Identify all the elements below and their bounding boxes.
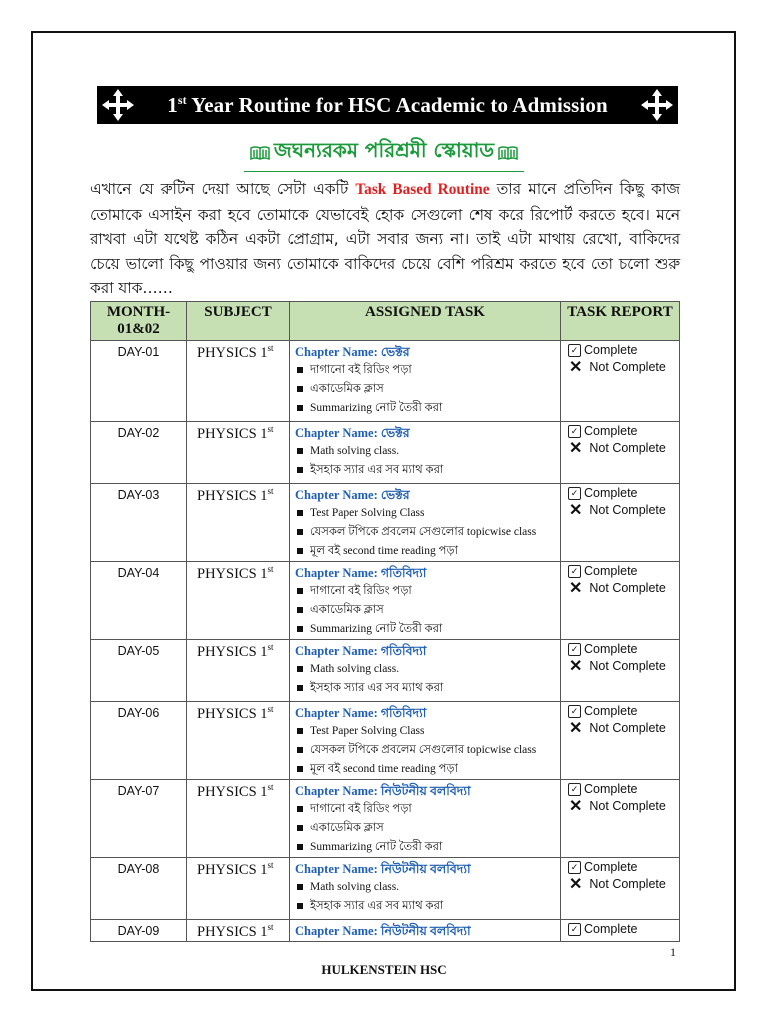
checkbox-icon[interactable]: ✓ [568, 643, 581, 656]
complete-option[interactable]: ✓ Complete [568, 703, 679, 720]
chapter-name: Chapter Name: ভেক্টর [295, 488, 410, 502]
not-complete-option[interactable]: ✕ Not Complete [569, 876, 666, 893]
task-cell [290, 341, 561, 422]
header-subject: SUBJECT [187, 302, 290, 341]
not-complete-option[interactable]: ✕ Not Complete [569, 658, 666, 675]
task-item: Summarizing নোট তৈরী করা [295, 620, 556, 639]
report-cell [561, 562, 680, 640]
task-item: Math solving class. [295, 660, 556, 679]
day-cell: DAY-02 [91, 422, 187, 484]
report-cell [561, 920, 680, 942]
subject-cell: PHYSICS 1st [187, 780, 290, 858]
task-item: Test Paper Solving Class [295, 722, 556, 741]
table-row [91, 422, 680, 484]
complete-option[interactable]: ✓ Complete [568, 781, 679, 798]
squad-subtitle: জঘন্যরকম পরিশ্রমী স্কোয়াড [0, 136, 768, 172]
subject-cell: PHYSICS 1st [187, 920, 290, 942]
not-complete-option[interactable]: ✕ Not Complete [569, 798, 666, 815]
complete-option[interactable]: ✓ Complete [568, 563, 679, 580]
report-cell [561, 858, 680, 920]
header-assigned-task: ASSIGNED TASK [290, 302, 561, 341]
task-cell [290, 640, 561, 702]
report-cell [561, 640, 680, 702]
table-row [91, 341, 680, 422]
task-item: ইসহাক স্যার এর সব ম্যাথ করা [295, 679, 556, 698]
table-row [91, 858, 680, 920]
table-row [91, 562, 680, 640]
task-item: একাডেমিক ক্লাস [295, 819, 556, 838]
day-cell: DAY-03 [91, 484, 187, 562]
chapter-name: Chapter Name: ভেক্টর [295, 345, 410, 359]
day-cell: DAY-06 [91, 702, 187, 780]
checkbox-icon[interactable]: ✓ [568, 705, 581, 718]
table-row [91, 640, 680, 702]
checkbox-icon[interactable]: ✓ [568, 344, 581, 357]
report-cell [561, 422, 680, 484]
task-item: Summarizing নোট তৈরী করা [295, 399, 556, 418]
not-complete-option[interactable]: ✕ Not Complete [569, 580, 666, 597]
not-complete-option[interactable]: ✕ Not Complete [569, 720, 666, 737]
task-item: একাডেমিক ক্লাস [295, 601, 556, 620]
checkbox-icon[interactable]: ✓ [568, 861, 581, 874]
subject-cell: PHYSICS 1st [187, 562, 290, 640]
complete-option[interactable]: ✓ Complete [568, 342, 679, 359]
complete-option[interactable]: ✓ Complete [568, 921, 679, 938]
book-icon [250, 145, 270, 161]
task-item: Test Paper Solving Class [295, 504, 556, 523]
cross-icon: ✕ [569, 440, 583, 457]
task-item: মূল বই second time reading পড়া [295, 542, 556, 561]
task-cell [290, 780, 561, 858]
task-item: মূল বই second time reading পড়া [295, 760, 556, 779]
task-cell [290, 858, 561, 920]
cross-icon: ✕ [569, 580, 583, 597]
subject-cell: PHYSICS 1st [187, 422, 290, 484]
cross-icon: ✕ [569, 502, 583, 519]
task-item: Math solving class. [295, 878, 556, 897]
task-cell [290, 702, 561, 780]
complete-option[interactable]: ✓ Complete [568, 859, 679, 876]
complete-option[interactable]: ✓ Complete [568, 423, 679, 440]
not-complete-option[interactable]: ✕ Not Complete [569, 359, 666, 376]
checkbox-icon[interactable]: ✓ [568, 783, 581, 796]
complete-option[interactable]: ✓ Complete [568, 485, 679, 502]
intro-paragraph: এখানে যে রুটিন দেয়া আছে সেটা একটি Task Based Routine তার মানে প্রতিদিন কিছু কাজ তোমাকে এসাইন করা হবে তোমাকে যেভাবেই হোক সেগুলো শেষ করে রিপোর্ট করতে হবে। মনে রাখবা এটা যথেষ্ট কঠিন একটা প্রোগ্রাম, এটা সবার জন্য না। তাই এটা মাথায় রেখো, বাকিদের চেয়ে ভালো কিছু পাওয়ার জন্য তোমাকে বাকিদের চেয়ে বেশি পরিশ্রম করতে হবে তো চলো শুরু করা যাক…… [90, 180, 680, 297]
ornament-icon [101, 88, 135, 122]
checkbox-icon[interactable]: ✓ [568, 487, 581, 500]
subject-cell: PHYSICS 1st [187, 341, 290, 422]
task-item: দাগানো বই রিডিং পড়া [295, 800, 556, 819]
chapter-name: Chapter Name: গতিবিদ্যা [295, 706, 427, 720]
report-cell [561, 341, 680, 422]
title-banner [97, 86, 678, 124]
chapter-name: Chapter Name: নিউটনীয় বলবিদ্যা [295, 862, 471, 876]
task-item: দাগানো বই রিডিং পড়া [295, 361, 556, 380]
page-number: 1 [670, 945, 676, 959]
book-icon [498, 145, 518, 161]
task-item: ইসহাক স্যার এর সব ম্যাথ করা [295, 461, 556, 480]
table-row [91, 484, 680, 562]
checkbox-icon[interactable]: ✓ [568, 565, 581, 578]
task-item: ইসহাক স্যার এর সব ম্যাথ করা [295, 897, 556, 916]
cross-icon: ✕ [569, 359, 583, 376]
cross-icon: ✕ [569, 720, 583, 737]
cross-icon: ✕ [569, 798, 583, 815]
task-item: দাগানো বই রিডিং পড়া [295, 582, 556, 601]
page-title: 1st Year Routine for HSC Academic to Admission [167, 92, 608, 117]
chapter-name: Chapter Name: নিউটনীয় বলবিদ্যা [295, 924, 471, 938]
chapter-name: Chapter Name: গতিবিদ্যা [295, 644, 427, 658]
table-row [91, 702, 680, 780]
day-cell: DAY-09 [91, 920, 187, 942]
subject-cell: PHYSICS 1st [187, 484, 290, 562]
day-cell: DAY-07 [91, 780, 187, 858]
task-item: একাডেমিক ক্লাস [295, 380, 556, 399]
report-cell [561, 484, 680, 562]
chapter-name: Chapter Name: ভেক্টর [295, 426, 410, 440]
day-cell: DAY-05 [91, 640, 187, 702]
task-item: যেসকল টপিকে প্রবলেম সেগুলোর topicwise class [295, 523, 556, 542]
table-row [91, 780, 680, 858]
task-cell [290, 422, 561, 484]
table-row [91, 920, 680, 942]
subject-cell: PHYSICS 1st [187, 702, 290, 780]
task-item: Summarizing নোট তৈরী করা [295, 838, 556, 857]
task-based-routine-highlight: Task Based Routine [355, 181, 490, 198]
subject-cell: PHYSICS 1st [187, 858, 290, 920]
task-cell [290, 920, 561, 942]
report-cell [561, 702, 680, 780]
day-cell: DAY-01 [91, 341, 187, 422]
header-month: MONTH-01&02 [91, 302, 187, 341]
routine-table [90, 301, 680, 942]
checkbox-icon[interactable]: ✓ [568, 923, 581, 936]
day-cell: DAY-04 [91, 562, 187, 640]
chapter-name: Chapter Name: নিউটনীয় বলবিদ্যা [295, 784, 471, 798]
ornament-icon [640, 88, 674, 122]
task-cell [290, 484, 561, 562]
checkbox-icon[interactable]: ✓ [568, 425, 581, 438]
task-item: Math solving class. [295, 442, 556, 461]
table-header-row [91, 302, 680, 341]
not-complete-option[interactable]: ✕ Not Complete [569, 502, 666, 519]
task-item: যেসকল টপিকে প্রবলেম সেগুলোর topicwise class [295, 741, 556, 760]
task-cell [290, 562, 561, 640]
day-cell: DAY-08 [91, 858, 187, 920]
header-task-report: TASK REPORT [561, 302, 680, 341]
subject-cell: PHYSICS 1st [187, 640, 290, 702]
cross-icon: ✕ [569, 876, 583, 893]
footer-brand: HULKENSTEIN HSC [321, 962, 447, 977]
complete-option[interactable]: ✓ Complete [568, 641, 679, 658]
report-cell [561, 780, 680, 858]
chapter-name: Chapter Name: গতিবিদ্যা [295, 566, 427, 580]
not-complete-option[interactable]: ✕ Not Complete [569, 440, 666, 457]
cross-icon: ✕ [569, 658, 583, 675]
